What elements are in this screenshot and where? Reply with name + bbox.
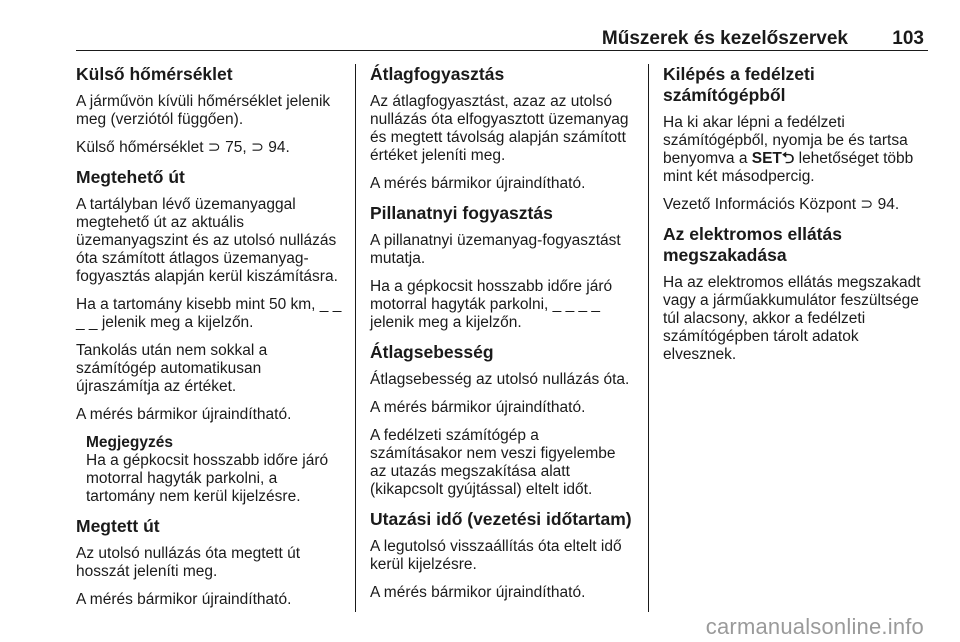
column-2: [370, 64, 635, 612]
paragraph: Az átlagfogyasztást, azaz az utolsó nullázás óta elfogyasztott üzemanyag és megtett távolság alapján számított értéket jeleníti meg.: [370, 93, 629, 164]
column-1: [76, 64, 346, 619]
paragraph: Ha a tartomány kisebb mint 50 km, _ _ _ _ jelenik meg a kijelzőn.: [76, 296, 342, 331]
section-heading-utazasi-ido: Utazási idő (vezetési időtartam): [370, 509, 632, 529]
section-heading-megtett-ut: Megtett út: [76, 516, 160, 536]
section-heading-atlagsebesseg: Átlagsebesség: [370, 342, 494, 362]
note-box: [86, 434, 346, 506]
paragraph: A pillanatnyi üzemanyag-fogyasztást mutatja.: [370, 232, 621, 267]
paragraph: A mérés bármikor újraindítható.: [370, 175, 586, 192]
note-text: Ha a gépkocsit hosszabb időre járó motorral hagyták parkolni, a tartomány nem kerül kijelzésre.: [86, 452, 329, 505]
note-heading: Megjegyzés: [86, 434, 174, 451]
page-header: [76, 26, 928, 51]
cross-reference: Külső hőmérséklet ⊃ 75, ⊃ 94.: [76, 139, 290, 156]
page-number: 103: [892, 28, 924, 49]
section-heading-kulso-homerseklet: Külső hőmérséklet: [76, 64, 233, 84]
paragraph: Az utolsó nullázás óta megtett út hosszát jeleníti meg.: [76, 545, 301, 580]
paragraph: A járművön kívüli hőmérséklet jelenik meg (verziótól függően).: [76, 93, 331, 128]
paragraph: A fedélzeti számítógép a számításakor nem veszi figyelembe az utazás megszakítása alatt (kikapcsolt gyújtással) eltelt időt.: [370, 427, 616, 498]
section-heading-pillanatnyi-fogyasztas: Pillanatnyi fogyasztás: [370, 203, 553, 223]
paragraph: A mérés bármikor újraindítható.: [76, 406, 292, 423]
paragraph: A mérés bármikor újraindítható.: [370, 399, 586, 416]
paragraph: A mérés bármikor újraindítható.: [370, 584, 586, 601]
section-heading-megteheto-ut: Megtehető út: [76, 167, 185, 187]
paragraph-text: lehetőséget több mint két másodpercig.: [663, 150, 914, 185]
paragraph: [663, 114, 931, 186]
section-heading-kilepes: Kilépés a fedélzeti számítógépből: [663, 64, 815, 105]
paragraph: Átlagsebesség az utolsó nullázás óta.: [370, 371, 630, 388]
set-button-label: SET⮌: [751, 150, 795, 167]
column-3: [663, 64, 931, 374]
paragraph: A mérés bármikor újraindítható.: [76, 591, 292, 608]
column-divider: [648, 64, 649, 612]
watermark: carmanualsonline.info: [705, 614, 924, 639]
paragraph: Ha az elektromos ellátás megszakadt vagy a járműakkumulátor feszültsége túl alacsony, akkor a fedélzeti számítógépben tárolt adatok elvesznek.: [663, 274, 921, 363]
paragraph: Tankolás után nem sokkal a számítógép automatikusan újraszámítja az értéket.: [76, 342, 268, 395]
section-heading-atlagfogyasztas: Átlagfogyasztás: [370, 64, 505, 84]
paragraph-text: Ha ki akar lépni a fedélzeti számítógépből, nyomja be és tartsa benyomva a: [663, 114, 908, 167]
paragraph: A tartályban lévő üzemanyaggal megtehető út az aktuális üzemanyagszint és az utolsó nullázás óta számított átlagos üzemanyag-fogyasztás alapján kerül kiszámításra.: [76, 196, 338, 285]
paragraph: Ha a gépkocsit hosszabb időre járó motorral hagyták parkolni, _ _ _ _ jelenik meg a kijelzőn.: [370, 278, 613, 331]
section-heading-elektromos-ellatas: Az elektromos ellátás megszakadása: [663, 224, 842, 265]
page-title: Műszerek és kezelőszervek: [601, 28, 848, 49]
column-divider: [355, 64, 356, 612]
paragraph: A legutolsó visszaállítás óta eltelt idő kerül kijelzésre.: [370, 538, 622, 573]
cross-reference: Vezető Információs Központ ⊃ 94.: [663, 196, 900, 213]
